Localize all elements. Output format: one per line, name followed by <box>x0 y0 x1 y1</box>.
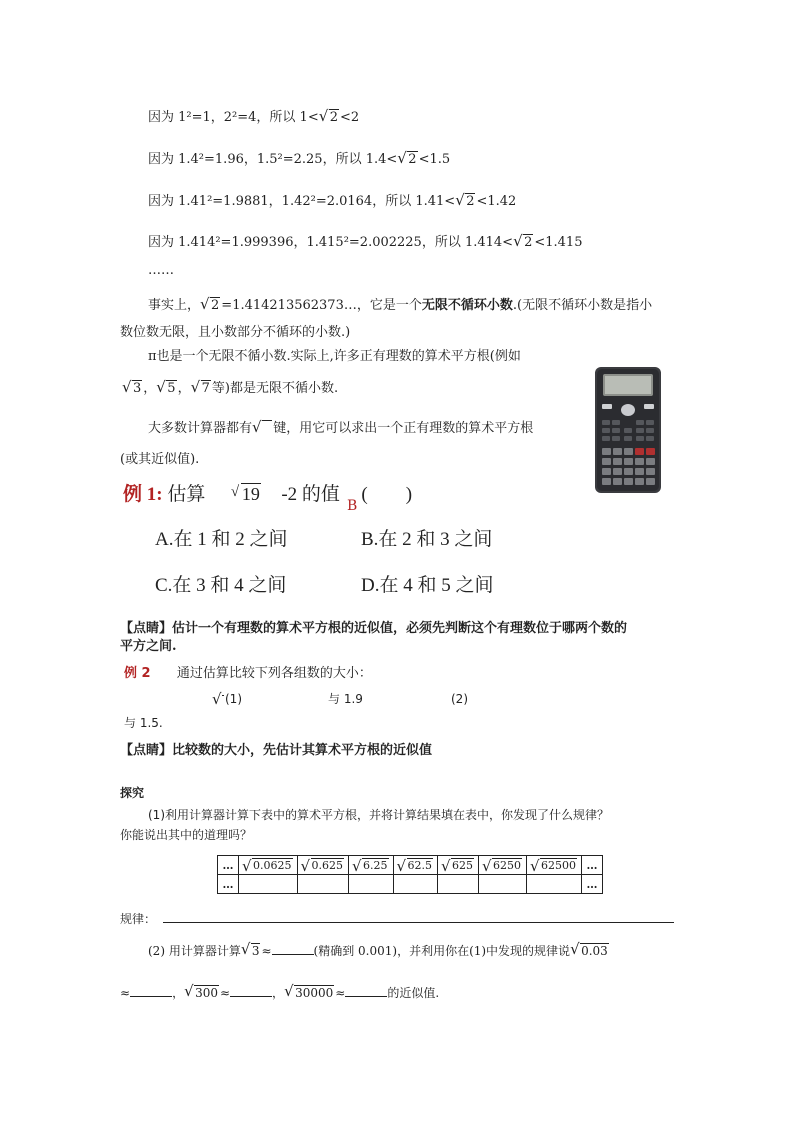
table-cell-blank[interactable] <box>393 875 438 894</box>
table-cell: √ 0.0625 <box>239 856 298 875</box>
tip-1-line-2: 平方之间. <box>120 639 177 654</box>
example-2-part-3: 与 1.5. <box>124 716 163 730</box>
table-cell: √ 6250 <box>479 856 527 875</box>
answer-blank[interactable] <box>130 984 172 997</box>
reasoning-line-4 <box>148 234 582 252</box>
table-cell-blank[interactable] <box>239 875 298 894</box>
reasoning-line-3 <box>148 193 516 211</box>
example-label: 例 1: <box>123 484 163 505</box>
table-cell-blank[interactable] <box>479 875 527 894</box>
reasoning-line-2 <box>148 151 450 169</box>
calculator-image <box>594 366 662 494</box>
example-2-part-1b: 与 1.9 <box>328 692 363 706</box>
table-cell: … <box>582 856 603 875</box>
explore-q3: ≈ ，√ 300 ≈ ，√ 30000 ≈ 的近似值. <box>120 984 439 1002</box>
table-row <box>218 856 603 875</box>
option-b: B.在 2 和 3 之间 <box>361 529 493 550</box>
sqrt-table <box>217 855 603 894</box>
example-2-part-2: (2) <box>451 692 468 706</box>
text: 因为 1.41²=1.9881，1.42²=2.0164，所以 1.41< <box>148 194 456 209</box>
fact-line-2: 数位数无限，且小数部分不循环的小数.) <box>120 325 351 340</box>
sqrt-2: √ 2 <box>456 193 475 211</box>
table-cell: √ 0.625 <box>297 856 349 875</box>
sqrt-5: √ 5 <box>157 380 176 398</box>
example-1: 例 1: 估算 √ 19 -2 的值 ( ) <box>123 482 412 507</box>
table-cell: … <box>582 875 603 894</box>
example-2-part-1: √(1) <box>212 690 242 710</box>
tip-2: 【点睛】比较数的大小，先估计其算术平方根的近似值 <box>120 743 433 758</box>
example-label: 例 2 <box>124 666 151 681</box>
calculator-line-2: (或其近似值). <box>120 452 200 467</box>
text: 因为 1.414²=1.999396，1.415²=2.002225，所以 1.414< <box>148 235 514 250</box>
fact-line-1: 事实上，√ 2 =1.414213562373…，它是一个无限不循环小数.(无限不循环小数是指小 <box>148 297 652 315</box>
text: 因为 1.4²=1.96，1.5²=2.25，所以 1.4< <box>148 152 398 167</box>
answer-blank[interactable] <box>345 984 387 997</box>
explore-title: 探究 <box>120 786 145 800</box>
option-d: D.在 4 和 5 之间 <box>361 575 494 596</box>
table-row <box>218 875 603 894</box>
sqrt-3: √ 3 <box>242 942 261 960</box>
table-cell-blank[interactable] <box>438 875 479 894</box>
answer-mark: B <box>347 498 358 514</box>
text: 因为 1²=1，2²=4，所以 1< <box>148 110 319 125</box>
table-cell: √ 62500 <box>527 856 582 875</box>
sqrt-300: √ 300 <box>185 984 219 1002</box>
table-cell: √ 62.5 <box>393 856 438 875</box>
key-term: 无限不循环小数 <box>421 298 513 313</box>
rule-answer-line[interactable] <box>163 922 674 923</box>
rule-label: 规律： <box>120 912 157 926</box>
sqrt-2: √ 2 <box>398 151 417 169</box>
sqrt-0-03: √ 0.03 <box>571 942 609 960</box>
sqrt-2: √ 2 <box>201 297 220 315</box>
table-cell: √ 625 <box>438 856 479 875</box>
table-cell: … <box>218 875 239 894</box>
text: <2 <box>340 110 360 125</box>
reasoning-line-1 <box>148 109 359 127</box>
sqrt-19: √ 19 <box>232 482 261 506</box>
explore-q1-line-2: 你能说出其中的道理吗？ <box>120 828 253 842</box>
text: <1.42 <box>476 194 517 209</box>
table-cell-blank[interactable] <box>297 875 349 894</box>
option-a: A.在 1 和 2 之间 <box>155 529 288 550</box>
explore-q2: (2) 用计算器计算√ 3 ≈ (精确到 0.001)，并利用你在(1)中发现的规律说√ 0.03 <box>148 942 610 960</box>
answer-blank[interactable] <box>272 942 314 955</box>
ellipsis: …… <box>148 263 174 278</box>
examples-line: √ 3 ，√ 5 ，√ 7 等)都是无限不循小数. <box>122 380 338 398</box>
tip-1-line-1: 【点睛】估计一个有理数的算术平方根的近似值，必须先判断这个有理数位于哪两个数的 <box>120 621 628 636</box>
sqrt-3: √ 3 <box>123 380 142 398</box>
sqrt-symbol <box>213 692 224 710</box>
text: <1.415 <box>534 235 583 250</box>
pi-line: π也是一个无限不循小数.实际上,许多正有理数的算术平方根(例如 <box>148 349 521 364</box>
sqrt-7: √ 7 <box>192 380 211 398</box>
sqrt-2: √ 2 <box>320 109 339 127</box>
option-c: C.在 3 和 4 之间 <box>155 575 287 596</box>
sqrt-30000: √ 30000 <box>285 984 334 1002</box>
table-cell: … <box>218 856 239 875</box>
answer-blank[interactable] <box>230 984 272 997</box>
explore-q1-line-1: (1)利用计算器计算下表中的算术平方根，并将计算结果填在表中，你发现了什么规律？ <box>148 808 610 822</box>
table-cell-blank[interactable] <box>349 875 394 894</box>
example-2: 例 2 通过估算比较下列各组数的大小： <box>124 666 372 681</box>
table-cell: √ 6.25 <box>349 856 394 875</box>
calculator-line-1: 大多数计算器都有√ 键，用它可以求出一个正有理数的算术平方根 <box>148 420 533 438</box>
table-cell-blank[interactable] <box>527 875 582 894</box>
text: <1.5 <box>418 152 451 167</box>
sqrt-key-symbol <box>253 420 272 438</box>
sqrt-2: √ 2 <box>514 234 533 252</box>
